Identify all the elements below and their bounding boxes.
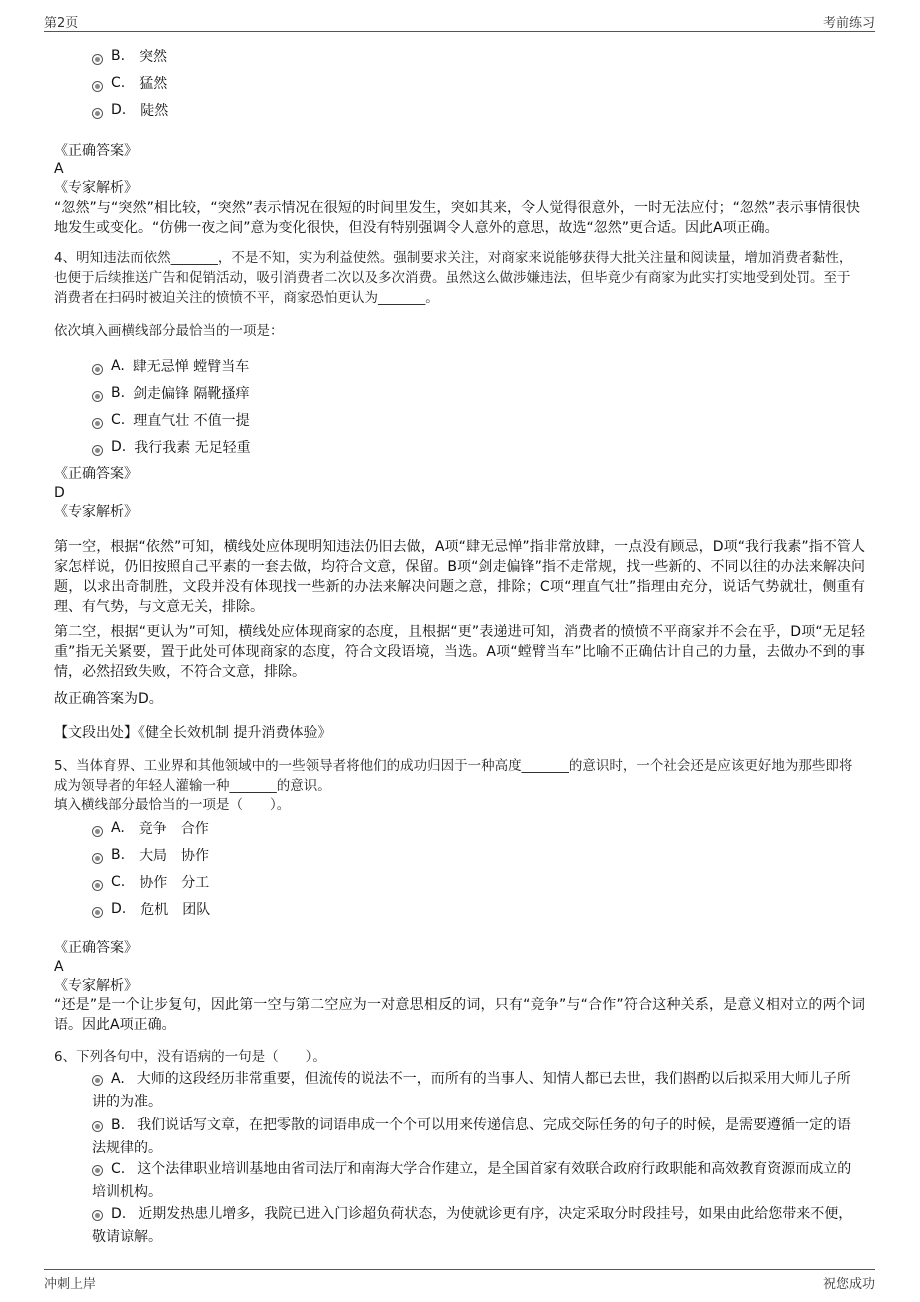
option-text: 肆无忌惮 螳臂当车 <box>132 359 250 375</box>
option-text: 竞争 合作 <box>138 821 209 837</box>
q4-source: 【文段出处】《健全长效机制 提升消费体验》 <box>54 725 332 741</box>
q4-option-d[interactable] <box>92 437 251 457</box>
option-text: 协作 分工 <box>139 875 210 891</box>
q4-conclusion: 故正确答案为D。 <box>54 691 163 707</box>
q4-answer-label: 《正确答案》 <box>54 466 138 482</box>
radio-icon[interactable] <box>92 54 103 65</box>
q5-prompt: 填入横线部分最恰当的一项是（ ）。 <box>54 797 291 813</box>
radio-icon[interactable] <box>92 853 103 864</box>
radio-icon[interactable] <box>92 81 103 92</box>
q5-option-a[interactable] <box>92 818 209 838</box>
q6-option-b[interactable] <box>92 1114 860 1160</box>
radio-icon[interactable] <box>92 1121 103 1132</box>
q5-analysis: “还是”是一个让步复句，因此第一空与第二空应为一对意思相反的词，只有“竞争”与“合作”符合这种关系，是意义相对立的两个词语。因此A项正确。 <box>54 997 865 1033</box>
q4-prompt: 依次填入画横线部分最恰当的一项是： <box>54 323 284 339</box>
q3-analysis: “忽然”与“突然”相比较，“突然”表示情况在很短的时间里发生，突如其来，令人觉得很意外，一时无法应付；“忽然”表示事情很快地发生或变化。“仿佛一夜之间”意为变化很快，但没有特别强调令人意外的意思，故选“忽然”更合适。因此A项正确。 <box>54 200 860 236</box>
option-letter: D. <box>111 1206 127 1222</box>
q4-answer: D <box>54 485 65 501</box>
option-text: 这个法律职业培训基地由省司法厅和南海大学合作建立，是全国首家有效联合政府行政职能和高效教育资源而成立的培训机构。 <box>92 1161 852 1200</box>
radio-icon[interactable] <box>92 364 103 375</box>
radio-icon[interactable] <box>92 1165 103 1176</box>
q4-analysis-paragraph-1: 第一空，根据“依然”可知，横线处应体现明知违法仍旧去做，A项“肆无忌惮”指非常放肆，一点没有顾忌，D项“我行我素”指不管人家怎样说，仍旧按照自己平素的一套去做，均符合文意，保留。B项“剑走偏锋”指不走常规，找一些新的、不同以往的办法来解决问题，以求出奇制胜，文段并没有体现找一些新的办法来解决问题之意，排除；C项“理直气壮”指理由充分，说话气势就壮，侧重有理、有气势，与文意无关，排除。 <box>54 539 865 615</box>
option-text: 剑走偏锋 隔靴搔痒 <box>133 386 250 402</box>
option-letter: B. <box>111 1117 126 1133</box>
option-text: 大局 协作 <box>139 848 210 864</box>
q3-option-c[interactable] <box>92 73 167 93</box>
q5-stem: 5、当体育界、工业界和其他领域中的一些领导者将他们的成功归因于一种高度_______的意识时，一个社会还是应该更好地为那些即将成为领导者的年轻人灌输一种_______的意识。 <box>54 758 853 794</box>
footer-left-text: 冲刺上岸 <box>44 1277 97 1292</box>
radio-icon[interactable] <box>92 1075 103 1086</box>
option-letter: B. <box>111 48 126 64</box>
option-text: 理直气壮 不值一提 <box>133 413 250 429</box>
q4-analysis-label: 《专家解析》 <box>54 504 138 520</box>
radio-icon[interactable] <box>92 880 103 891</box>
radio-icon[interactable] <box>92 108 103 119</box>
q5-answer-label: 《正确答案》 <box>54 940 138 956</box>
radio-icon[interactable] <box>92 826 103 837</box>
section-title: 考前练习 <box>822 16 875 31</box>
option-letter: A. <box>111 1071 125 1087</box>
q4-analysis-paragraph-2: 第二空，根据“更认为”可知，横线处应体现商家的态度，且根据“更”表递进可知，消费者的愤愤不平商家并不会在乎，D项“无足轻重”指无关紧要，置于此处可体现商家的态度，符合文段语境，当选。A项“螳臂当车”比喻不正确估计自己的力量，去做办不到的事情，必然招致失败，不符合文意，排除。 <box>54 624 865 680</box>
option-letter: A. <box>111 820 125 836</box>
option-text: 近期发热患儿增多，我院已进入门诊超负荷状态，为使就诊更有序，决定采取分时段挂号，如果由此给您带来不便，敬请谅解。 <box>92 1206 853 1245</box>
option-letter: C. <box>111 1161 126 1177</box>
option-letter: C. <box>111 75 126 91</box>
option-letter: A. <box>111 358 125 374</box>
q3-answer: A <box>54 161 64 177</box>
q5-analysis-label: 《专家解析》 <box>54 978 138 994</box>
option-text: 危机 团队 <box>140 902 211 918</box>
radio-icon[interactable] <box>92 418 103 429</box>
q5-option-d[interactable] <box>92 899 210 919</box>
footer-right-text: 祝您成功 <box>822 1277 875 1292</box>
option-letter: D. <box>111 901 127 917</box>
q4-stem: 4、明知违法而依然_______，不是不知，实为利益使然。强制要求关注，对商家来说能够获得大批关注量和阅读量，增加消费者黏性，也便于后续推送广告和促销活动，吸引消费者二次以及多次消费。虽然这么做涉嫌违法，但毕竟少有商家为此实打实地受到处罚。至于消费者在扫码时被迫关注的愤愤不平，商家恐怕更认为_______。 <box>54 250 853 306</box>
option-letter: B. <box>111 847 126 863</box>
q4-option-a[interactable] <box>92 356 249 376</box>
option-text: 我们说话写文章，在把零散的词语串成一个个可以用来传递信息、完成交际任务的句子的时候，是需要遵循一定的语法规律的。 <box>92 1117 852 1156</box>
radio-icon[interactable] <box>92 445 103 456</box>
option-text: 陡然 <box>140 103 169 119</box>
option-letter: D. <box>111 102 127 118</box>
option-letter: D. <box>111 439 127 455</box>
page-number: 第2页 <box>44 16 79 31</box>
q6-option-a[interactable] <box>92 1068 860 1114</box>
option-letter: C. <box>111 874 126 890</box>
q6-stem: 6、下列各句中，没有语病的一句是（ ）。 <box>54 1049 326 1065</box>
q5-option-c[interactable] <box>92 872 209 892</box>
q5-answer: A <box>54 959 64 975</box>
option-text: 我行我素 无足轻重 <box>134 440 251 456</box>
option-text: 突然 <box>139 49 168 65</box>
q5-option-b[interactable] <box>92 845 209 865</box>
q4-option-b[interactable] <box>92 383 250 403</box>
option-letter: B. <box>111 385 126 401</box>
q6-option-d[interactable] <box>92 1203 860 1249</box>
radio-icon[interactable] <box>92 907 103 918</box>
q6-option-c[interactable] <box>92 1158 860 1204</box>
option-letter: C. <box>111 412 126 428</box>
q3-analysis-label: 《专家解析》 <box>54 180 138 196</box>
radio-icon[interactable] <box>92 1210 103 1221</box>
option-text: 大师的这段经历非常重要，但流传的说法不一，而所有的当事人、知情人都已去世，我们斟酌以后拟采用大师儿子所讲的为准。 <box>92 1071 851 1110</box>
q4-option-c[interactable] <box>92 410 250 430</box>
option-text: 猛然 <box>139 76 168 92</box>
q3-option-b[interactable] <box>92 46 167 66</box>
footer-divider <box>44 1269 875 1270</box>
radio-icon[interactable] <box>92 391 103 402</box>
q3-option-d[interactable] <box>92 100 168 120</box>
q3-answer-label: 《正确答案》 <box>54 143 138 159</box>
header-divider <box>44 31 875 32</box>
